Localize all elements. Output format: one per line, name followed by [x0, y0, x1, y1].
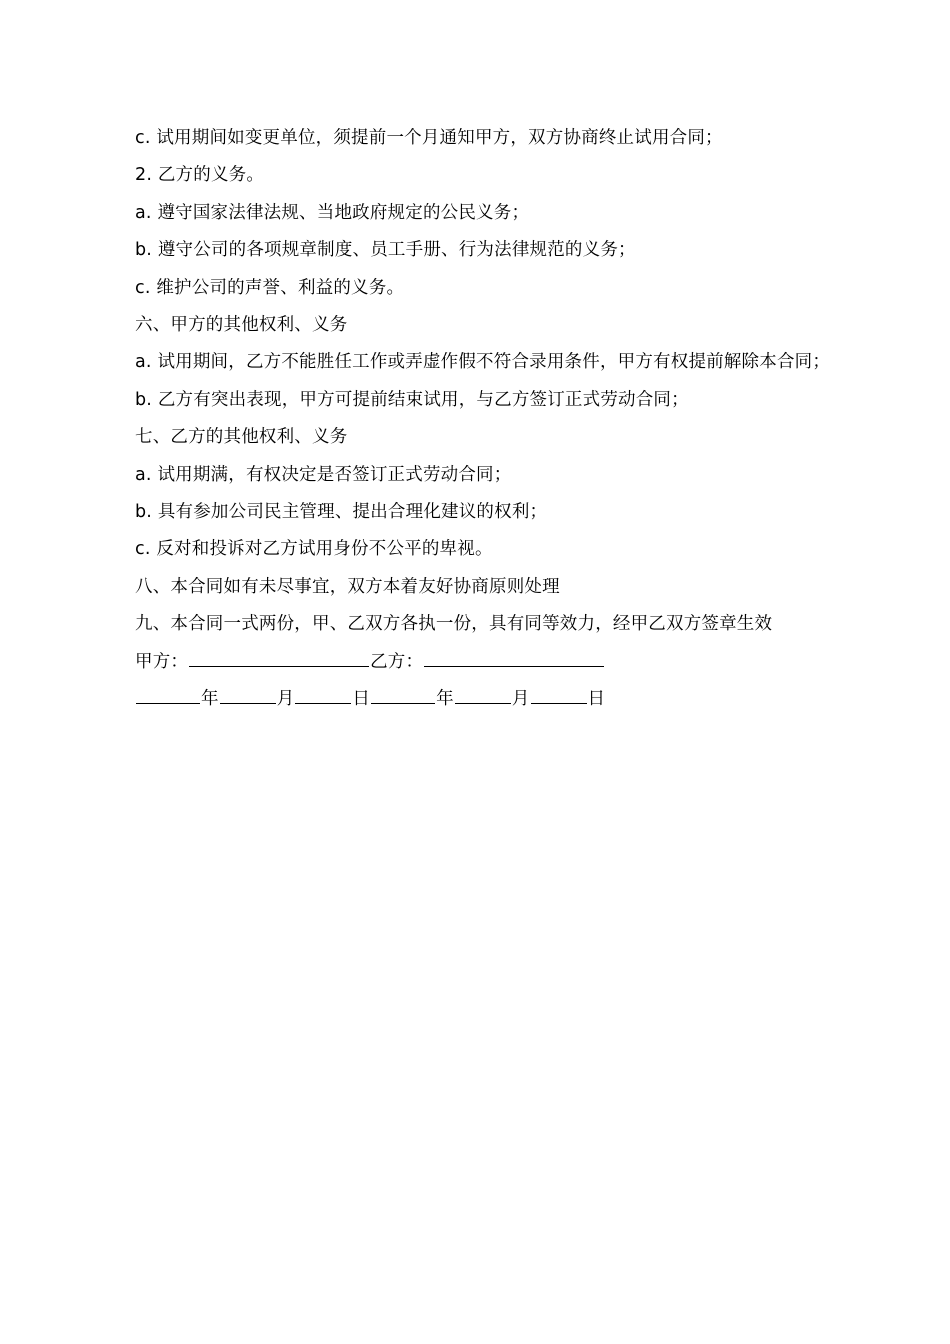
section-six-heading: 六、甲方的其他权利、义务	[135, 315, 348, 336]
paragraph-b-obey-rules: b. 遵守公司的各项规章制度、员工手册、行为法律规范的义务；	[135, 240, 636, 261]
paragraph-a-decide-contract: a. 试用期满，有权决定是否签订正式劳动合同；	[135, 464, 512, 485]
paragraph-c-complaint: c. 反对和投诉对乙方试用身份不公平的卑视。	[135, 539, 493, 560]
party-a-month-label: 月	[276, 689, 295, 710]
paragraph-a-obey-laws: a. 遵守国家法律法规、当地政府规定的公民义务；	[135, 202, 530, 223]
signature-line	[115, 644, 840, 681]
paragraph-b-early-end: b. 乙方有突出表现，甲方可提前结束试用，与乙方签订正式劳动合同；	[135, 389, 689, 410]
party-a-month-blank	[220, 685, 276, 704]
paragraph-c-change-employer: c. 试用期间如变更单位，须提前一个月通知甲方，双方协商终止试用合同；	[135, 128, 723, 148]
party-b-day-label: 日	[587, 689, 606, 710]
party-b-month-label: 月	[511, 689, 530, 710]
party-a-day-blank	[295, 685, 351, 704]
party-a-day-label: 日	[352, 689, 371, 710]
paragraph-b-participate: b. 具有参加公司民主管理、提出合理化建议的权利；	[135, 502, 548, 523]
section-eight-heading: 八、本合同如有未尽事宜，双方本着友好协商原则处理	[135, 576, 560, 597]
party-b-year-label: 年	[436, 689, 454, 710]
paragraph-a-terminate: a. 试用期间，乙方不能胜任工作或弄虚作假不符合录用条件，甲方有权提前解除本合同；	[135, 352, 831, 373]
party-b-label: 乙方：	[370, 651, 424, 672]
section-nine-heading: 九、本合同一式两份，甲、乙双方各执一份，具有同等效力，经甲乙双方签章生效	[135, 614, 773, 635]
paragraph-party-b-obligations: 2. 乙方的义务。	[135, 165, 265, 186]
party-a-signature-blank	[189, 648, 369, 667]
party-a-year-label: 年	[201, 689, 219, 710]
party-b-year-blank	[371, 685, 435, 704]
party-a-label: 甲方：	[135, 651, 189, 672]
party-b-signature-blank	[424, 648, 604, 667]
section-seven-heading: 七、乙方的其他权利、义务	[135, 427, 348, 448]
date-line	[115, 681, 840, 718]
paragraph-c-reputation: c. 维护公司的声誉、利益的义务。	[135, 277, 405, 298]
party-b-month-blank	[455, 685, 511, 704]
document-body	[115, 120, 840, 719]
party-a-year-blank	[136, 685, 200, 704]
party-b-day-blank	[531, 685, 587, 704]
